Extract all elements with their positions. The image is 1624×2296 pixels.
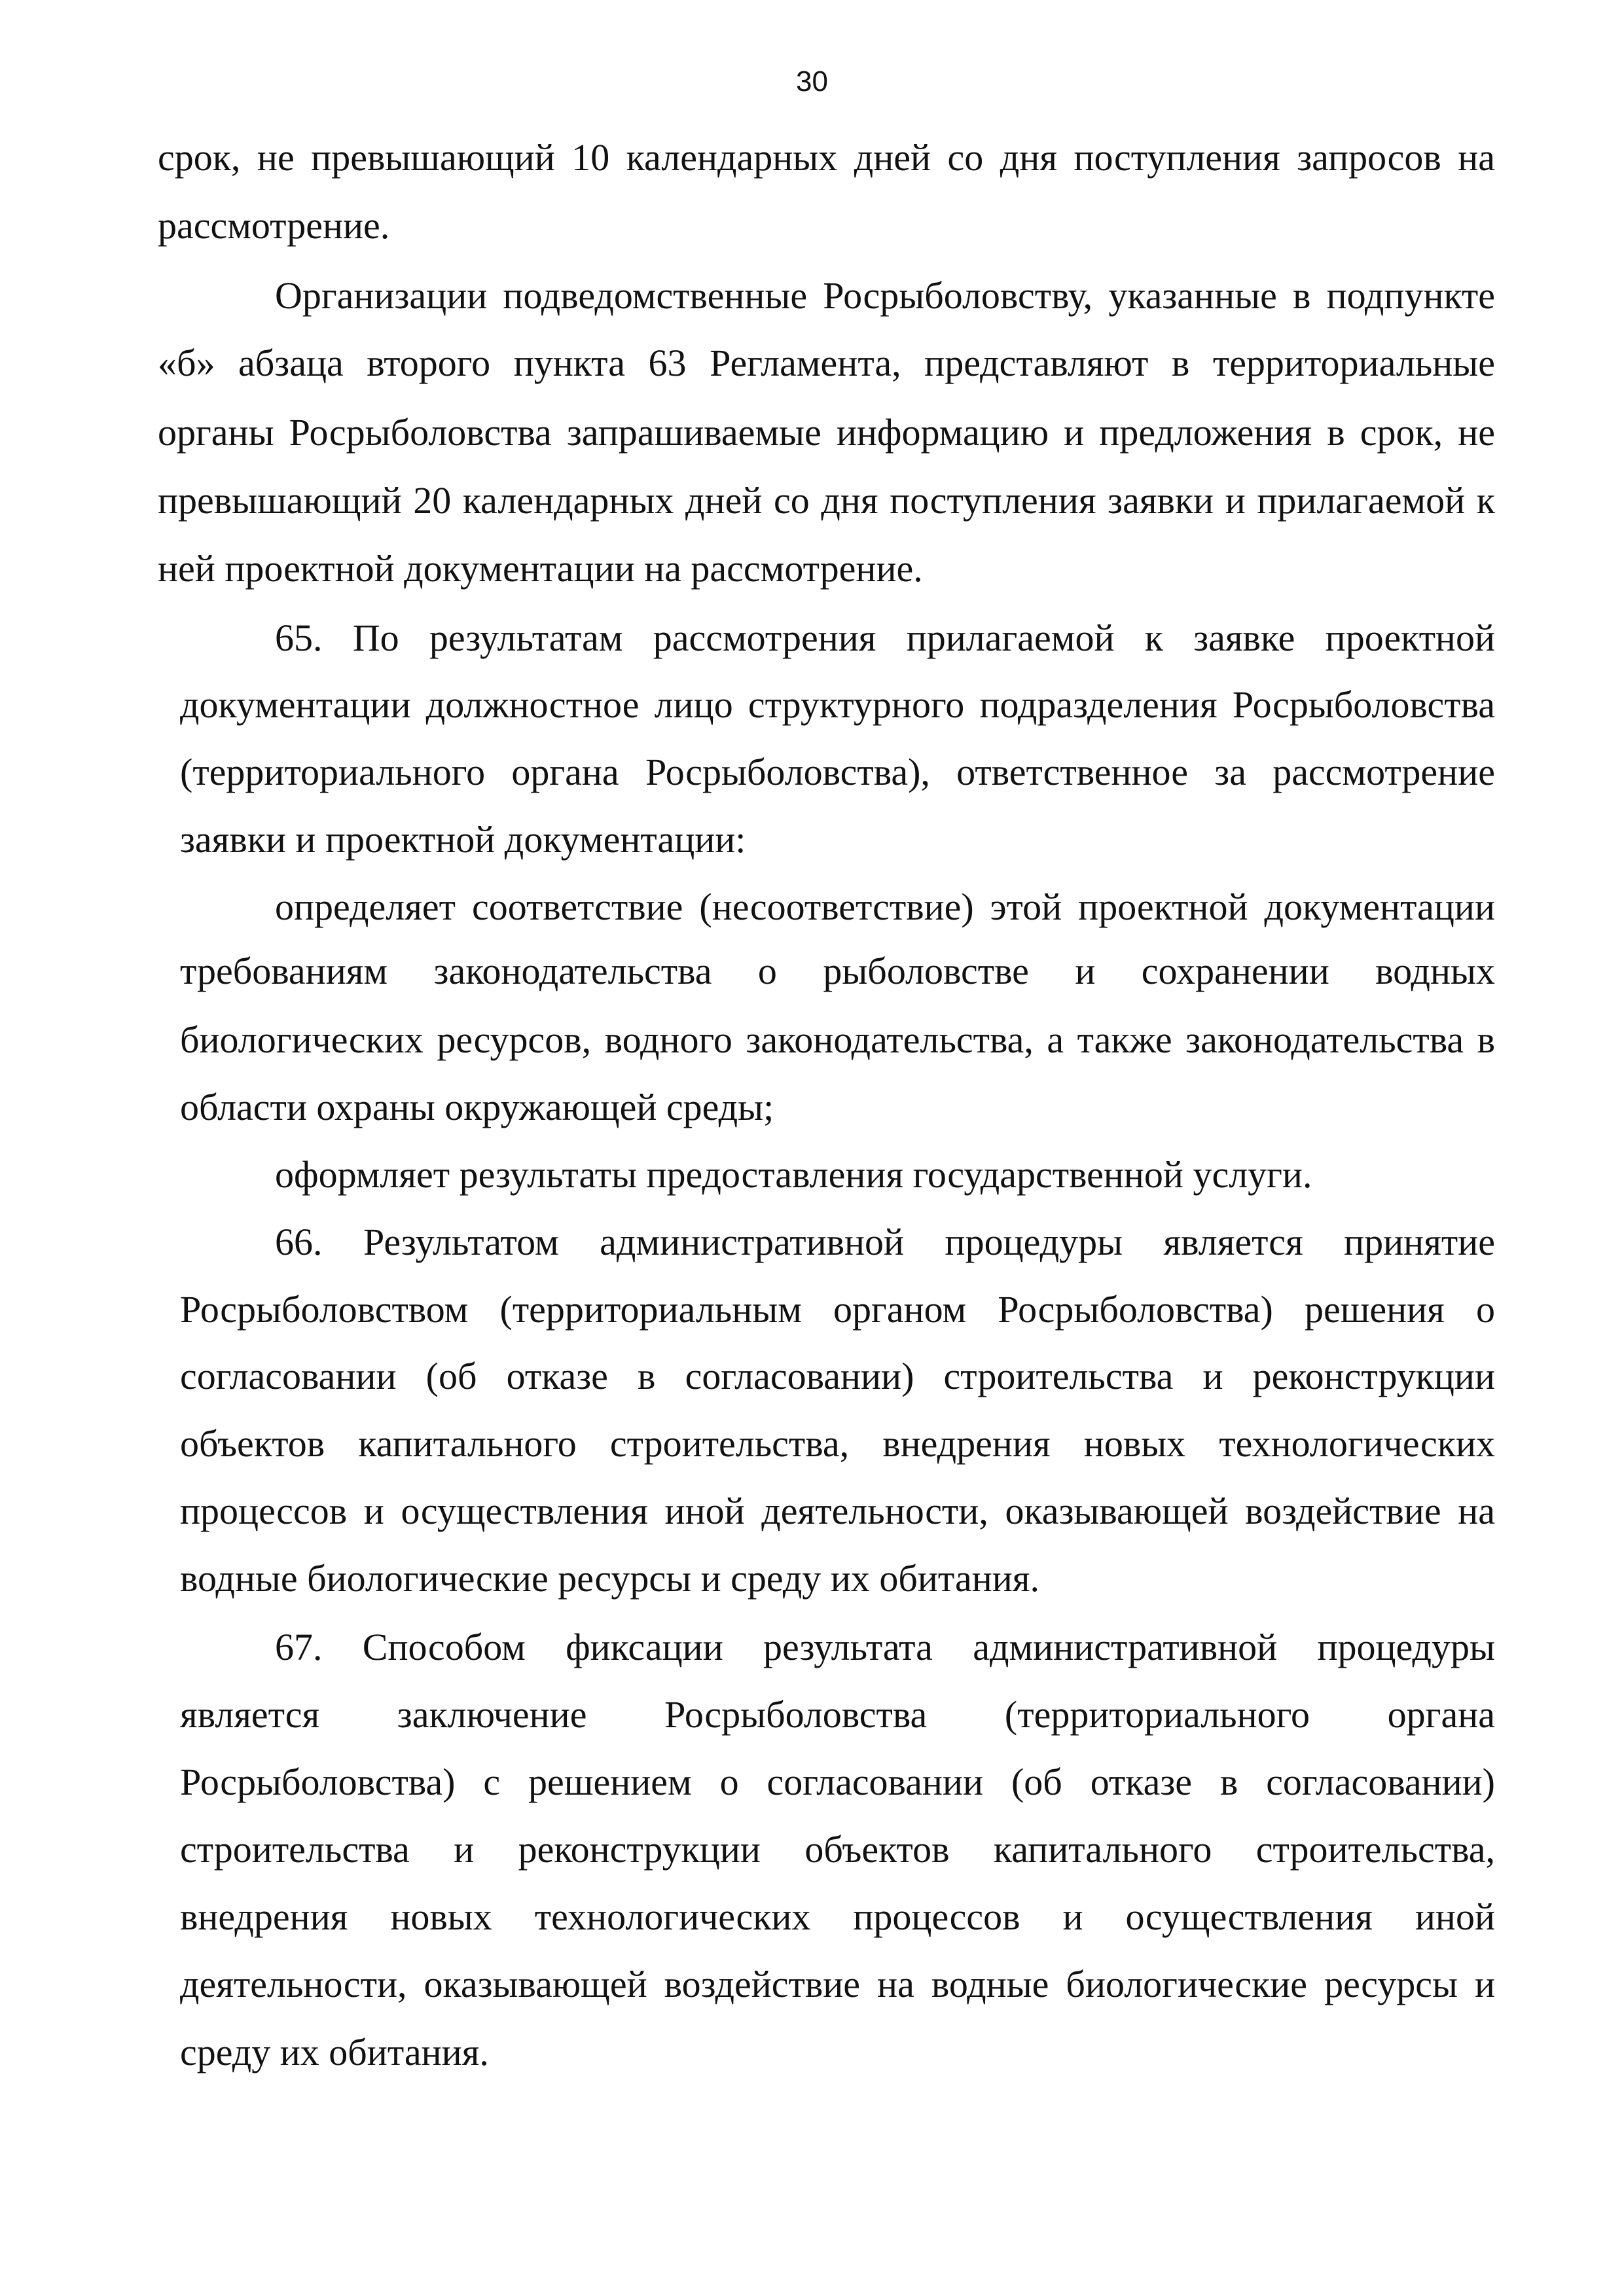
text-line: водные биологические ресурсы и среду их обитания. [180, 1557, 1039, 1600]
text-line: Организации подведомственные Росрыболовству, указанные в подпункте [275, 274, 1495, 317]
text-line: Росрыболовства) с решением о согласовании (об отказе в согласовании) [180, 1761, 1495, 1803]
text-line: среду их обитания. [180, 2031, 489, 2073]
text-line: деятельности, оказывающей воздействие на водные биологические ресурсы и [180, 1963, 1495, 2005]
text-line: 66. Результатом административной процедуры является принятие [275, 1221, 1495, 1263]
text-line: Росрыболовством (территориальным органом Росрыболовства) решения о [180, 1288, 1495, 1331]
text-line: «б» абзаца второго пункта 63 Регламента, представляют в территориальные [158, 342, 1495, 384]
text-line: процессов и осуществления иной деятельности, оказывающей воздействие на [180, 1490, 1495, 1532]
text-line: срок, не превышающий 10 календарных дней со дня поступления запросов на [158, 136, 1495, 179]
text-line: согласовании (об отказе в согласовании) строительства и реконструкции [180, 1355, 1495, 1397]
text-line: (территориального органа Росрыболовства), ответственное за рассмотрение [180, 751, 1495, 793]
text-line: биологических ресурсов, водного законодательства, а также законодательства в [180, 1018, 1495, 1061]
text-line: является заключение Росрыболовства (территориального органа [180, 1693, 1495, 1736]
text-line: оформляет результаты предоставления государственной услуги. [275, 1153, 1312, 1196]
text-line: внедрения новых технологических процессов и осуществления иной [180, 1895, 1495, 1938]
text-line: документации должностное лицо структурного подразделения Росрыболовства [180, 683, 1495, 726]
text-line: определяет соответствие (несоответствие) этой проектной документации [275, 886, 1495, 928]
page-number: 30 [796, 65, 828, 98]
text-line: 67. Способом фиксации результата административной процедуры [275, 1626, 1495, 1668]
text-line: рассмотрение. [158, 204, 390, 247]
text-line: ней проектной документации на рассмотрение. [158, 547, 923, 590]
text-line: области охраны окружающей среды; [180, 1086, 774, 1128]
text-line: требованиям законодательства о рыболовстве и сохранении водных [180, 950, 1495, 992]
text-line: 65. По результатам рассмотрения прилагаемой к заявке проектной [275, 617, 1495, 659]
text-line: превышающий 20 календарных дней со дня поступления заявки и прилагаемой к [158, 479, 1495, 522]
text-line: строительства и реконструкции объектов капитального строительства, [180, 1828, 1495, 1871]
text-line: объектов капитального строительства, внедрения новых технологических [180, 1422, 1495, 1465]
text-line: органы Росрыболовства запрашиваемые информацию и предложения в срок, не [158, 411, 1495, 454]
text-line: заявки и проектной документации: [180, 818, 746, 861]
